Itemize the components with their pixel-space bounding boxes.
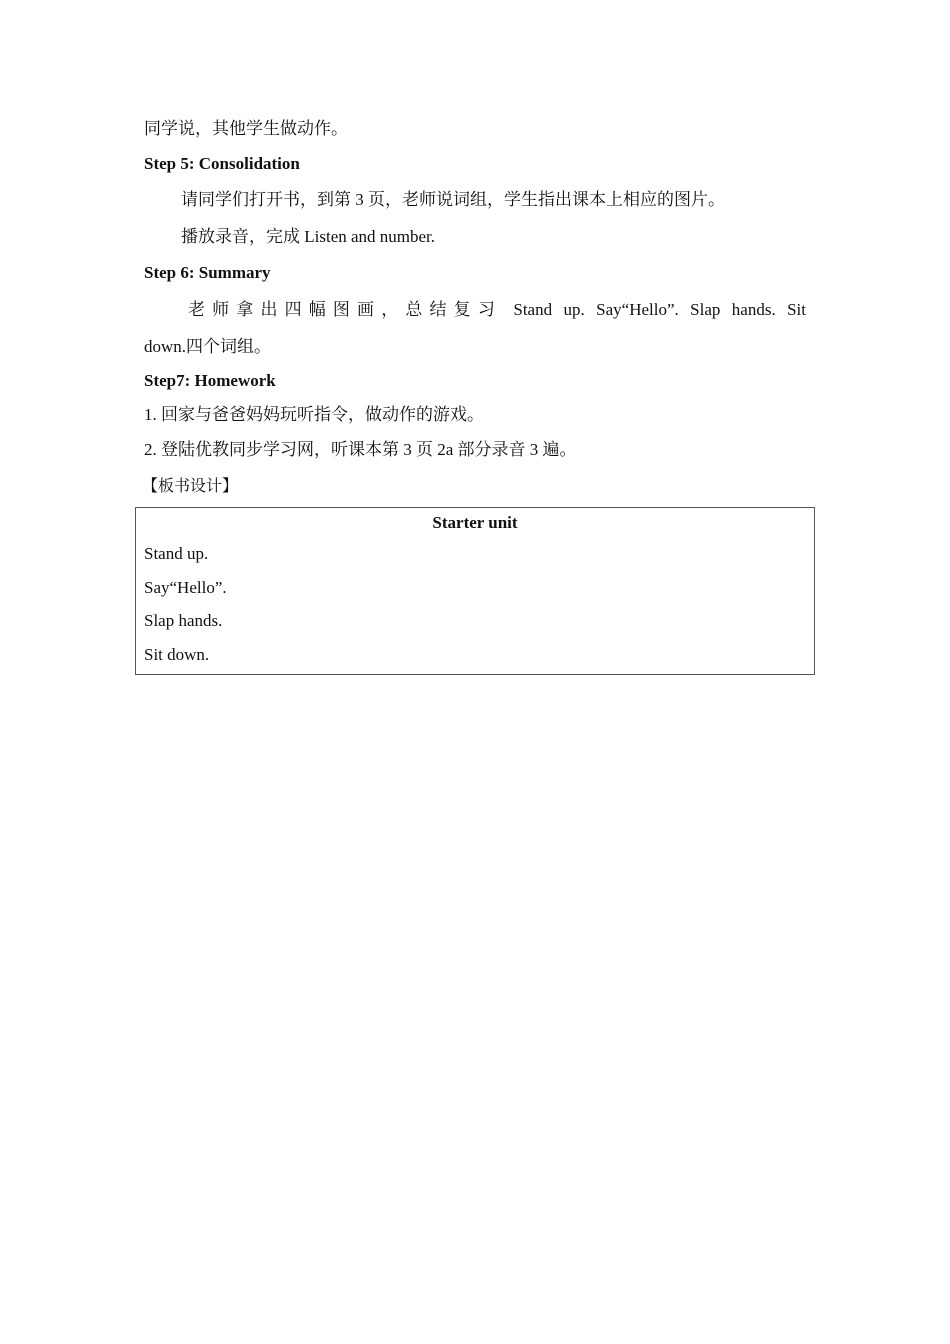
step6-heading: Step 6: Summary (144, 263, 271, 282)
homework-item-1: 1. 回家与爸爸妈妈玩听指令，做动作的游戏。 (144, 405, 484, 424)
board-design-label: 【板书设计】 (142, 478, 239, 495)
step5-paragraph-1: 请同学们打开书，到第 3 页，老师说词组，学生指出课本上相应的图片。 (181, 190, 725, 209)
board-line: Slap hands. (144, 611, 223, 630)
step7-heading: Step7: Homework (144, 371, 276, 390)
step6-paragraph-line-2: down.四个词组。 (144, 337, 272, 356)
step5-paragraph-2: 播放录音，完成 Listen and number. (181, 227, 436, 246)
step6-paragraph-line-1: 老师拿出四幅图画，总结复习 Stand up. Say“Hello”. Slap hands. Sit (188, 300, 806, 319)
board-line: Stand up. (144, 544, 209, 563)
board-design-table (135, 507, 815, 675)
board-line: Sit down. (144, 645, 210, 664)
board-line: Say“Hello”. (144, 578, 227, 597)
board-title: Starter unit (432, 513, 518, 532)
text-line: 同学说，其他学生做动作。 (144, 119, 348, 138)
step5-heading: Step 5: Consolidation (144, 154, 300, 173)
homework-item-2: 2. 登陆优教同步学习网，听课本第 3 页 2a 部分录音 3 遍。 (144, 440, 577, 459)
